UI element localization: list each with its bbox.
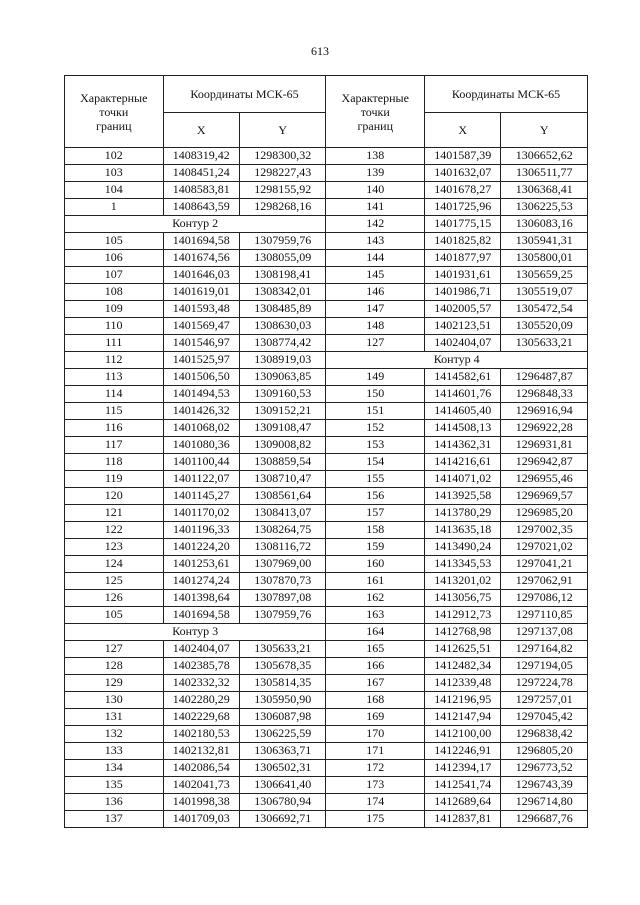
x-coordinate-left: 1402385,78 <box>163 658 239 675</box>
point-number-left: 1 <box>65 199 164 216</box>
point-number-right: 157 <box>326 505 425 522</box>
table-row <box>65 488 588 505</box>
table-row <box>65 454 588 471</box>
point-number-right: 171 <box>326 743 425 760</box>
table-row <box>65 607 588 624</box>
point-number-right: 174 <box>326 794 425 811</box>
point-number-left: 114 <box>65 386 164 403</box>
x-coordinate-left: 1401569,47 <box>163 318 239 335</box>
x-coordinate-right: 1412147,94 <box>425 709 501 726</box>
points-header-left: Характерные точки границ <box>65 76 164 148</box>
table-row <box>65 250 588 267</box>
x-coordinate-left: 1401080,36 <box>163 437 239 454</box>
table-row <box>65 811 588 828</box>
x-coordinate-right: 1412837,81 <box>425 811 501 828</box>
point-number-right: 146 <box>326 284 425 301</box>
y-coordinate-right: 1297045,42 <box>501 709 588 726</box>
point-number-left: 104 <box>65 182 164 199</box>
x-coordinate-right: 1412689,64 <box>425 794 501 811</box>
x-coordinate-right: 1413201,02 <box>425 573 501 590</box>
x-coordinate-right: 1401986,71 <box>425 284 501 301</box>
y-coordinate-right: 1296773,52 <box>501 760 588 777</box>
y-coordinate-left: 1307959,76 <box>239 233 326 250</box>
x-coordinate-right: 1412482,34 <box>425 658 501 675</box>
table-row <box>65 386 588 403</box>
x-coordinate-left: 1402404,07 <box>163 641 239 658</box>
x-coordinate-right: 1412625,51 <box>425 641 501 658</box>
point-number-left: 123 <box>65 539 164 556</box>
y-coordinate-left: 1308919,03 <box>239 352 326 369</box>
y-coordinate-left: 1307969,00 <box>239 556 326 573</box>
y-coordinate-right: 1297110,85 <box>501 607 588 624</box>
y-coordinate-left: 1309063,85 <box>239 369 326 386</box>
x-header-right: X <box>425 113 501 148</box>
point-number-left: 133 <box>65 743 164 760</box>
y-coordinate-left: 1308630,03 <box>239 318 326 335</box>
point-number-left: 136 <box>65 794 164 811</box>
point-number-left: 112 <box>65 352 164 369</box>
table-row <box>65 624 588 641</box>
point-number-left: 111 <box>65 335 164 352</box>
x-coordinate-left: 1401646,03 <box>163 267 239 284</box>
point-number-right: 127 <box>326 335 425 352</box>
point-number-left: 117 <box>65 437 164 454</box>
y-coordinate-right: 1296931,81 <box>501 437 588 454</box>
x-coordinate-left: 1402132,81 <box>163 743 239 760</box>
point-number-right: 152 <box>326 420 425 437</box>
page-number: 613 <box>311 44 329 58</box>
point-number-left: 105 <box>65 607 164 624</box>
point-number-left: 126 <box>65 590 164 607</box>
x-coordinate-right: 1414582,61 <box>425 369 501 386</box>
point-number-left: 129 <box>65 675 164 692</box>
x-coordinate-left: 1401068,02 <box>163 420 239 437</box>
y-coordinate-right: 1297021,02 <box>501 539 588 556</box>
point-number-right: 144 <box>326 250 425 267</box>
y-coordinate-left: 1308561,64 <box>239 488 326 505</box>
point-number-left: 120 <box>65 488 164 505</box>
y-coordinate-left: 1306225,59 <box>239 726 326 743</box>
point-number-left: 131 <box>65 709 164 726</box>
y-coordinate-left: 1309152,21 <box>239 403 326 420</box>
point-number-right: 164 <box>326 624 425 641</box>
table-row <box>65 318 588 335</box>
table-row <box>65 284 588 301</box>
coords-header-right: Координаты МСК-65 <box>425 76 588 113</box>
y-coordinate-left: 1308198,41 <box>239 267 326 284</box>
y-coordinate-right: 1297086,12 <box>501 590 588 607</box>
table-row <box>65 590 588 607</box>
x-coordinate-left: 1401694,58 <box>163 607 239 624</box>
point-number-right: 150 <box>326 386 425 403</box>
y-coordinate-right: 1296916,94 <box>501 403 588 420</box>
table-row <box>65 437 588 454</box>
table-row <box>65 522 588 539</box>
y-coordinate-left: 1308774,42 <box>239 335 326 352</box>
x-coordinate-left: 1401494,53 <box>163 386 239 403</box>
y-coordinate-right: 1296714,80 <box>501 794 588 811</box>
y-coordinate-right: 1297137,08 <box>501 624 588 641</box>
y-coordinate-left: 1298227,43 <box>239 165 326 182</box>
y-coordinate-right: 1297164,82 <box>501 641 588 658</box>
table-row <box>65 403 588 420</box>
x-coordinate-right: 1414362,31 <box>425 437 501 454</box>
point-number-left: 115 <box>65 403 164 420</box>
table-row <box>65 471 588 488</box>
table-row <box>65 658 588 675</box>
y-coordinate-left: 1308055,09 <box>239 250 326 267</box>
x-coordinate-left: 1402229,68 <box>163 709 239 726</box>
point-number-right: 145 <box>326 267 425 284</box>
point-number-left: 113 <box>65 369 164 386</box>
point-number-right: 169 <box>326 709 425 726</box>
point-number-right: 141 <box>326 199 425 216</box>
y-coordinate-right: 1297257,01 <box>501 692 588 709</box>
table-row <box>65 743 588 760</box>
contour-label-left: Контур 2 <box>65 216 326 233</box>
point-number-right: 172 <box>326 760 425 777</box>
x-coordinate-left: 1401674,56 <box>163 250 239 267</box>
x-coordinate-right: 1413925,58 <box>425 488 501 505</box>
x-coordinate-left: 1401525,97 <box>163 352 239 369</box>
y-coordinate-right: 1305941,31 <box>501 233 588 250</box>
x-coordinate-right: 1414216,61 <box>425 454 501 471</box>
point-number-right: 170 <box>326 726 425 743</box>
table-row <box>65 573 588 590</box>
x-coordinate-left: 1401694,58 <box>163 233 239 250</box>
x-coordinate-right: 1412196,95 <box>425 692 501 709</box>
x-coordinate-left: 1402041,73 <box>163 777 239 794</box>
x-coordinate-left: 1401196,33 <box>163 522 239 539</box>
point-number-left: 128 <box>65 658 164 675</box>
y-coordinate-right: 1297224,78 <box>501 675 588 692</box>
y-coordinate-right: 1296687,76 <box>501 811 588 828</box>
x-coordinate-right: 1412339,48 <box>425 675 501 692</box>
point-number-right: 158 <box>326 522 425 539</box>
coords-header-left: Координаты МСК-65 <box>163 76 326 113</box>
x-coordinate-left: 1408319,42 <box>163 148 239 165</box>
point-number-left: 135 <box>65 777 164 794</box>
point-number-left: 106 <box>65 250 164 267</box>
x-coordinate-right: 1413635,18 <box>425 522 501 539</box>
y-coordinate-right: 1306083,16 <box>501 216 588 233</box>
y-coordinate-left: 1308413,07 <box>239 505 326 522</box>
table-header <box>65 76 588 148</box>
table-row <box>65 267 588 284</box>
point-number-left: 109 <box>65 301 164 318</box>
point-number-right: 165 <box>326 641 425 658</box>
x-coordinate-left: 1401224,20 <box>163 539 239 556</box>
table-row <box>65 794 588 811</box>
point-number-right: 143 <box>326 233 425 250</box>
point-number-right: 166 <box>326 658 425 675</box>
x-coordinate-right: 1412768,98 <box>425 624 501 641</box>
y-coordinate-right: 1296848,33 <box>501 386 588 403</box>
y-header-right: Y <box>501 113 588 148</box>
y-coordinate-left: 1307897,08 <box>239 590 326 607</box>
x-coordinate-right: 1413490,24 <box>425 539 501 556</box>
y-coordinate-left: 1306692,71 <box>239 811 326 828</box>
point-number-right: 154 <box>326 454 425 471</box>
y-coordinate-right: 1306511,77 <box>501 165 588 182</box>
y-coordinate-right: 1296838,42 <box>501 726 588 743</box>
y-coordinate-right: 1306225,53 <box>501 199 588 216</box>
point-number-left: 130 <box>65 692 164 709</box>
point-number-right: 167 <box>326 675 425 692</box>
point-number-right: 148 <box>326 318 425 335</box>
table-row <box>65 726 588 743</box>
table-row <box>65 556 588 573</box>
y-coordinate-left: 1307870,73 <box>239 573 326 590</box>
point-number-left: 134 <box>65 760 164 777</box>
point-number-left: 103 <box>65 165 164 182</box>
x-coordinate-left: 1401253,61 <box>163 556 239 573</box>
y-coordinate-left: 1308342,01 <box>239 284 326 301</box>
point-number-left: 121 <box>65 505 164 522</box>
table-row <box>65 301 588 318</box>
point-number-left: 108 <box>65 284 164 301</box>
x-coordinate-left: 1401122,07 <box>163 471 239 488</box>
point-number-right: 162 <box>326 590 425 607</box>
x-coordinate-left: 1408583,81 <box>163 182 239 199</box>
x-coordinate-left: 1402086,54 <box>163 760 239 777</box>
contour-label-left: Контур 3 <box>65 624 326 641</box>
point-number-right: 175 <box>326 811 425 828</box>
y-header-left: Y <box>239 113 326 148</box>
x-coordinate-right: 1412394,17 <box>425 760 501 777</box>
x-coordinate-left: 1401709,03 <box>163 811 239 828</box>
point-number-right: 140 <box>326 182 425 199</box>
point-number-right: 142 <box>326 216 425 233</box>
table-row <box>65 199 588 216</box>
y-coordinate-left: 1306363,71 <box>239 743 326 760</box>
x-coordinate-left: 1401506,50 <box>163 369 239 386</box>
table-row <box>65 148 588 165</box>
x-coordinate-right: 1412912,73 <box>425 607 501 624</box>
x-coordinate-left: 1402180,53 <box>163 726 239 743</box>
point-number-right: 149 <box>326 369 425 386</box>
point-number-right: 168 <box>326 692 425 709</box>
x-coordinate-right: 1401825,82 <box>425 233 501 250</box>
point-number-left: 116 <box>65 420 164 437</box>
x-coordinate-right: 1401877,97 <box>425 250 501 267</box>
y-coordinate-right: 1297041,21 <box>501 556 588 573</box>
y-coordinate-right: 1296985,20 <box>501 505 588 522</box>
table-row <box>65 539 588 556</box>
y-coordinate-right: 1305472,54 <box>501 301 588 318</box>
table-row <box>65 335 588 352</box>
y-coordinate-left: 1298268,16 <box>239 199 326 216</box>
x-coordinate-right: 1413780,29 <box>425 505 501 522</box>
x-coordinate-left: 1401619,01 <box>163 284 239 301</box>
table-row <box>65 692 588 709</box>
y-coordinate-left: 1305950,90 <box>239 692 326 709</box>
x-coordinate-left: 1401170,02 <box>163 505 239 522</box>
point-number-left: 125 <box>65 573 164 590</box>
y-coordinate-right: 1305633,21 <box>501 335 588 352</box>
y-coordinate-right: 1296487,87 <box>501 369 588 386</box>
x-coordinate-left: 1402280,29 <box>163 692 239 709</box>
x-coordinate-left: 1401145,27 <box>163 488 239 505</box>
point-number-left: 107 <box>65 267 164 284</box>
x-coordinate-right: 1414605,40 <box>425 403 501 420</box>
y-coordinate-right: 1297002,35 <box>501 522 588 539</box>
point-number-left: 127 <box>65 641 164 658</box>
x-coordinate-right: 1414601,76 <box>425 386 501 403</box>
point-number-right: 147 <box>326 301 425 318</box>
x-header-left: X <box>163 113 239 148</box>
point-number-right: 163 <box>326 607 425 624</box>
y-coordinate-right: 1296955,46 <box>501 471 588 488</box>
coordinates-table <box>64 75 588 828</box>
x-coordinate-right: 1402005,57 <box>425 301 501 318</box>
y-coordinate-right: 1296942,87 <box>501 454 588 471</box>
y-coordinate-left: 1298300,32 <box>239 148 326 165</box>
x-coordinate-right: 1413345,53 <box>425 556 501 573</box>
x-coordinate-left: 1408451,24 <box>163 165 239 182</box>
x-coordinate-right: 1401587,39 <box>425 148 501 165</box>
y-coordinate-left: 1308485,89 <box>239 301 326 318</box>
table-row <box>65 641 588 658</box>
point-number-right: 153 <box>326 437 425 454</box>
y-coordinate-left: 1305814,35 <box>239 675 326 692</box>
point-number-right: 156 <box>326 488 425 505</box>
x-coordinate-right: 1414508,13 <box>425 420 501 437</box>
x-coordinate-left: 1401546,97 <box>163 335 239 352</box>
y-coordinate-left: 1308264,75 <box>239 522 326 539</box>
contour-label-right: Контур 4 <box>326 352 588 369</box>
table-row <box>65 216 588 233</box>
y-coordinate-right: 1305659,25 <box>501 267 588 284</box>
y-coordinate-left: 1306780,94 <box>239 794 326 811</box>
point-number-left: 119 <box>65 471 164 488</box>
y-coordinate-left: 1306502,31 <box>239 760 326 777</box>
point-number-right: 159 <box>326 539 425 556</box>
table-row <box>65 182 588 199</box>
point-number-right: 138 <box>326 148 425 165</box>
table-row <box>65 505 588 522</box>
x-coordinate-right: 1414071,02 <box>425 471 501 488</box>
y-coordinate-right: 1297062,91 <box>501 573 588 590</box>
table-body <box>65 148 588 828</box>
y-coordinate-left: 1309108,47 <box>239 420 326 437</box>
x-coordinate-right: 1401678,27 <box>425 182 501 199</box>
point-number-left: 110 <box>65 318 164 335</box>
points-header-right: Характерные точки границ <box>326 76 425 148</box>
y-coordinate-left: 1308710,47 <box>239 471 326 488</box>
x-coordinate-left: 1401398,64 <box>163 590 239 607</box>
point-number-left: 118 <box>65 454 164 471</box>
point-number-left: 105 <box>65 233 164 250</box>
x-coordinate-right: 1412541,74 <box>425 777 501 794</box>
y-coordinate-left: 1298155,92 <box>239 182 326 199</box>
x-coordinate-right: 1401725,96 <box>425 199 501 216</box>
y-coordinate-left: 1305678,35 <box>239 658 326 675</box>
y-coordinate-left: 1306641,40 <box>239 777 326 794</box>
y-coordinate-right: 1305800,01 <box>501 250 588 267</box>
x-coordinate-right: 1402123,51 <box>425 318 501 335</box>
x-coordinate-right: 1401775,15 <box>425 216 501 233</box>
coordinates-table-container <box>64 75 588 828</box>
x-coordinate-right: 1412246,91 <box>425 743 501 760</box>
y-coordinate-left: 1306087,98 <box>239 709 326 726</box>
y-coordinate-right: 1296743,39 <box>501 777 588 794</box>
point-number-left: 137 <box>65 811 164 828</box>
x-coordinate-right: 1401632,07 <box>425 165 501 182</box>
y-coordinate-left: 1309160,53 <box>239 386 326 403</box>
table-row <box>65 777 588 794</box>
point-number-left: 124 <box>65 556 164 573</box>
x-coordinate-right: 1412100,00 <box>425 726 501 743</box>
table-row <box>65 233 588 250</box>
point-number-right: 151 <box>326 403 425 420</box>
y-coordinate-right: 1296922,28 <box>501 420 588 437</box>
table-row <box>65 709 588 726</box>
y-coordinate-right: 1296969,57 <box>501 488 588 505</box>
y-coordinate-right: 1306652,62 <box>501 148 588 165</box>
point-number-left: 132 <box>65 726 164 743</box>
y-coordinate-left: 1309008,82 <box>239 437 326 454</box>
table-row <box>65 675 588 692</box>
point-number-right: 160 <box>326 556 425 573</box>
y-coordinate-left: 1308859,54 <box>239 454 326 471</box>
table-row <box>65 420 588 437</box>
table-row <box>65 760 588 777</box>
x-coordinate-right: 1401931,61 <box>425 267 501 284</box>
y-coordinate-left: 1305633,21 <box>239 641 326 658</box>
point-number-right: 155 <box>326 471 425 488</box>
point-number-right: 139 <box>326 165 425 182</box>
point-number-right: 161 <box>326 573 425 590</box>
point-number-right: 173 <box>326 777 425 794</box>
x-coordinate-left: 1408643,59 <box>163 199 239 216</box>
x-coordinate-left: 1401593,48 <box>163 301 239 318</box>
y-coordinate-left: 1307959,76 <box>239 607 326 624</box>
x-coordinate-right: 1413056,75 <box>425 590 501 607</box>
x-coordinate-left: 1402332,32 <box>163 675 239 692</box>
y-coordinate-right: 1306368,41 <box>501 182 588 199</box>
x-coordinate-left: 1401100,44 <box>163 454 239 471</box>
x-coordinate-left: 1401998,38 <box>163 794 239 811</box>
y-coordinate-right: 1297194,05 <box>501 658 588 675</box>
table-row <box>65 352 588 369</box>
y-coordinate-right: 1305520,09 <box>501 318 588 335</box>
x-coordinate-left: 1401274,24 <box>163 573 239 590</box>
point-number-left: 102 <box>65 148 164 165</box>
table-row <box>65 165 588 182</box>
x-coordinate-right: 1402404,07 <box>425 335 501 352</box>
y-coordinate-right: 1296805,20 <box>501 743 588 760</box>
x-coordinate-left: 1401426,32 <box>163 403 239 420</box>
y-coordinate-left: 1308116,72 <box>239 539 326 556</box>
table-row <box>65 369 588 386</box>
point-number-left: 122 <box>65 522 164 539</box>
y-coordinate-right: 1305519,07 <box>501 284 588 301</box>
